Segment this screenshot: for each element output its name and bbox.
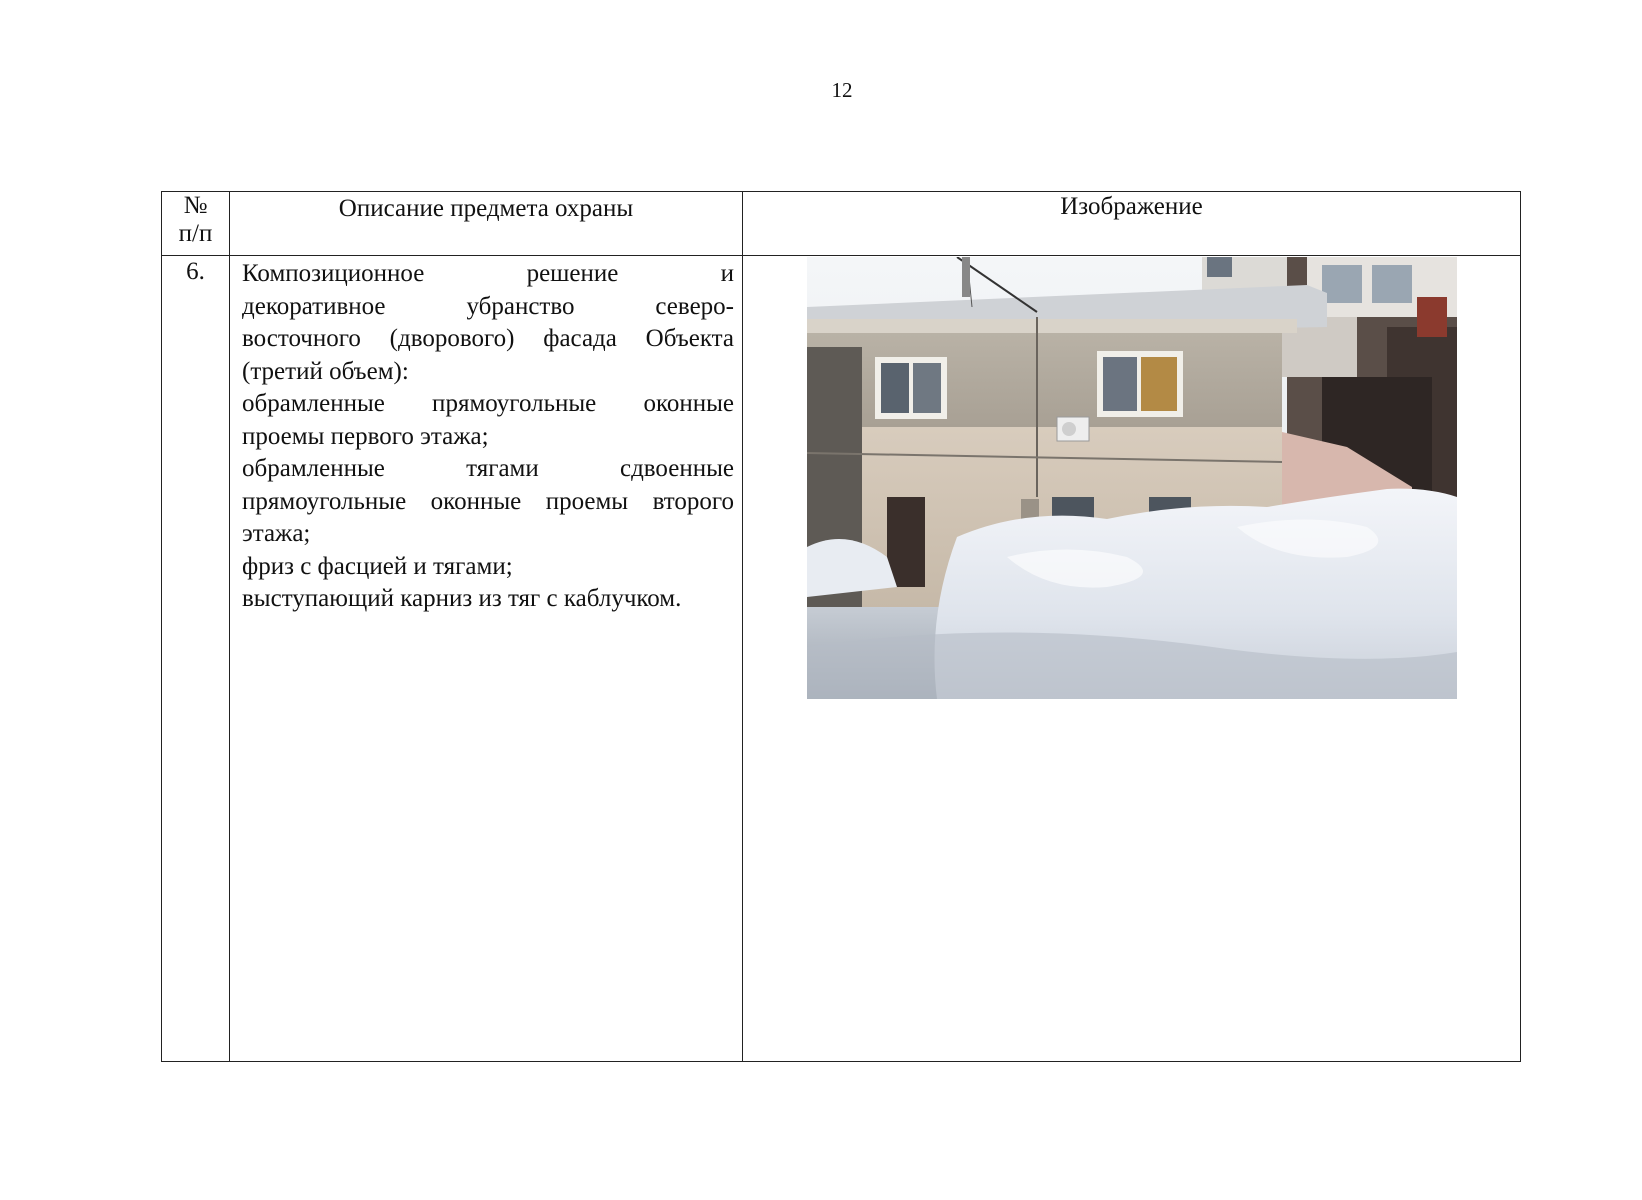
description-line: обрамленные прямоугольные оконные [242,390,734,417]
description-line: проемы первого этажа; [242,422,489,450]
protection-table [161,191,1521,1062]
header-description: Описание предмета охраны [230,192,743,256]
description-line: декоративное убранство северо- [242,292,734,320]
row-image-cell [743,256,1521,1062]
description-line: восточного (дворового) фасада Объекта [242,325,734,352]
row-number: 6. [162,256,230,1062]
description-line: выступающий карниз из тяг с каблучком. [242,585,682,612]
description-line: обрамленные тягами сдвоенные [242,455,734,482]
table-row [162,256,1521,1062]
description-line: фриз с фасцией и тягами; [242,552,513,580]
table-header-row [162,192,1521,256]
page-number: 12 [831,78,853,102]
description-line: (третий объем): [242,357,409,385]
facade-photo [807,257,1457,699]
header-number-abbr: п/п [178,220,213,247]
header-number [162,192,230,256]
header-number-symbol: № [183,192,208,219]
description-line: прямоугольные оконные проемы второго [242,487,734,515]
row-description [230,256,743,1062]
header-image: Изображение [743,192,1521,256]
description-line: Композиционное решение и [242,260,734,287]
description-line: этажа; [242,520,311,547]
